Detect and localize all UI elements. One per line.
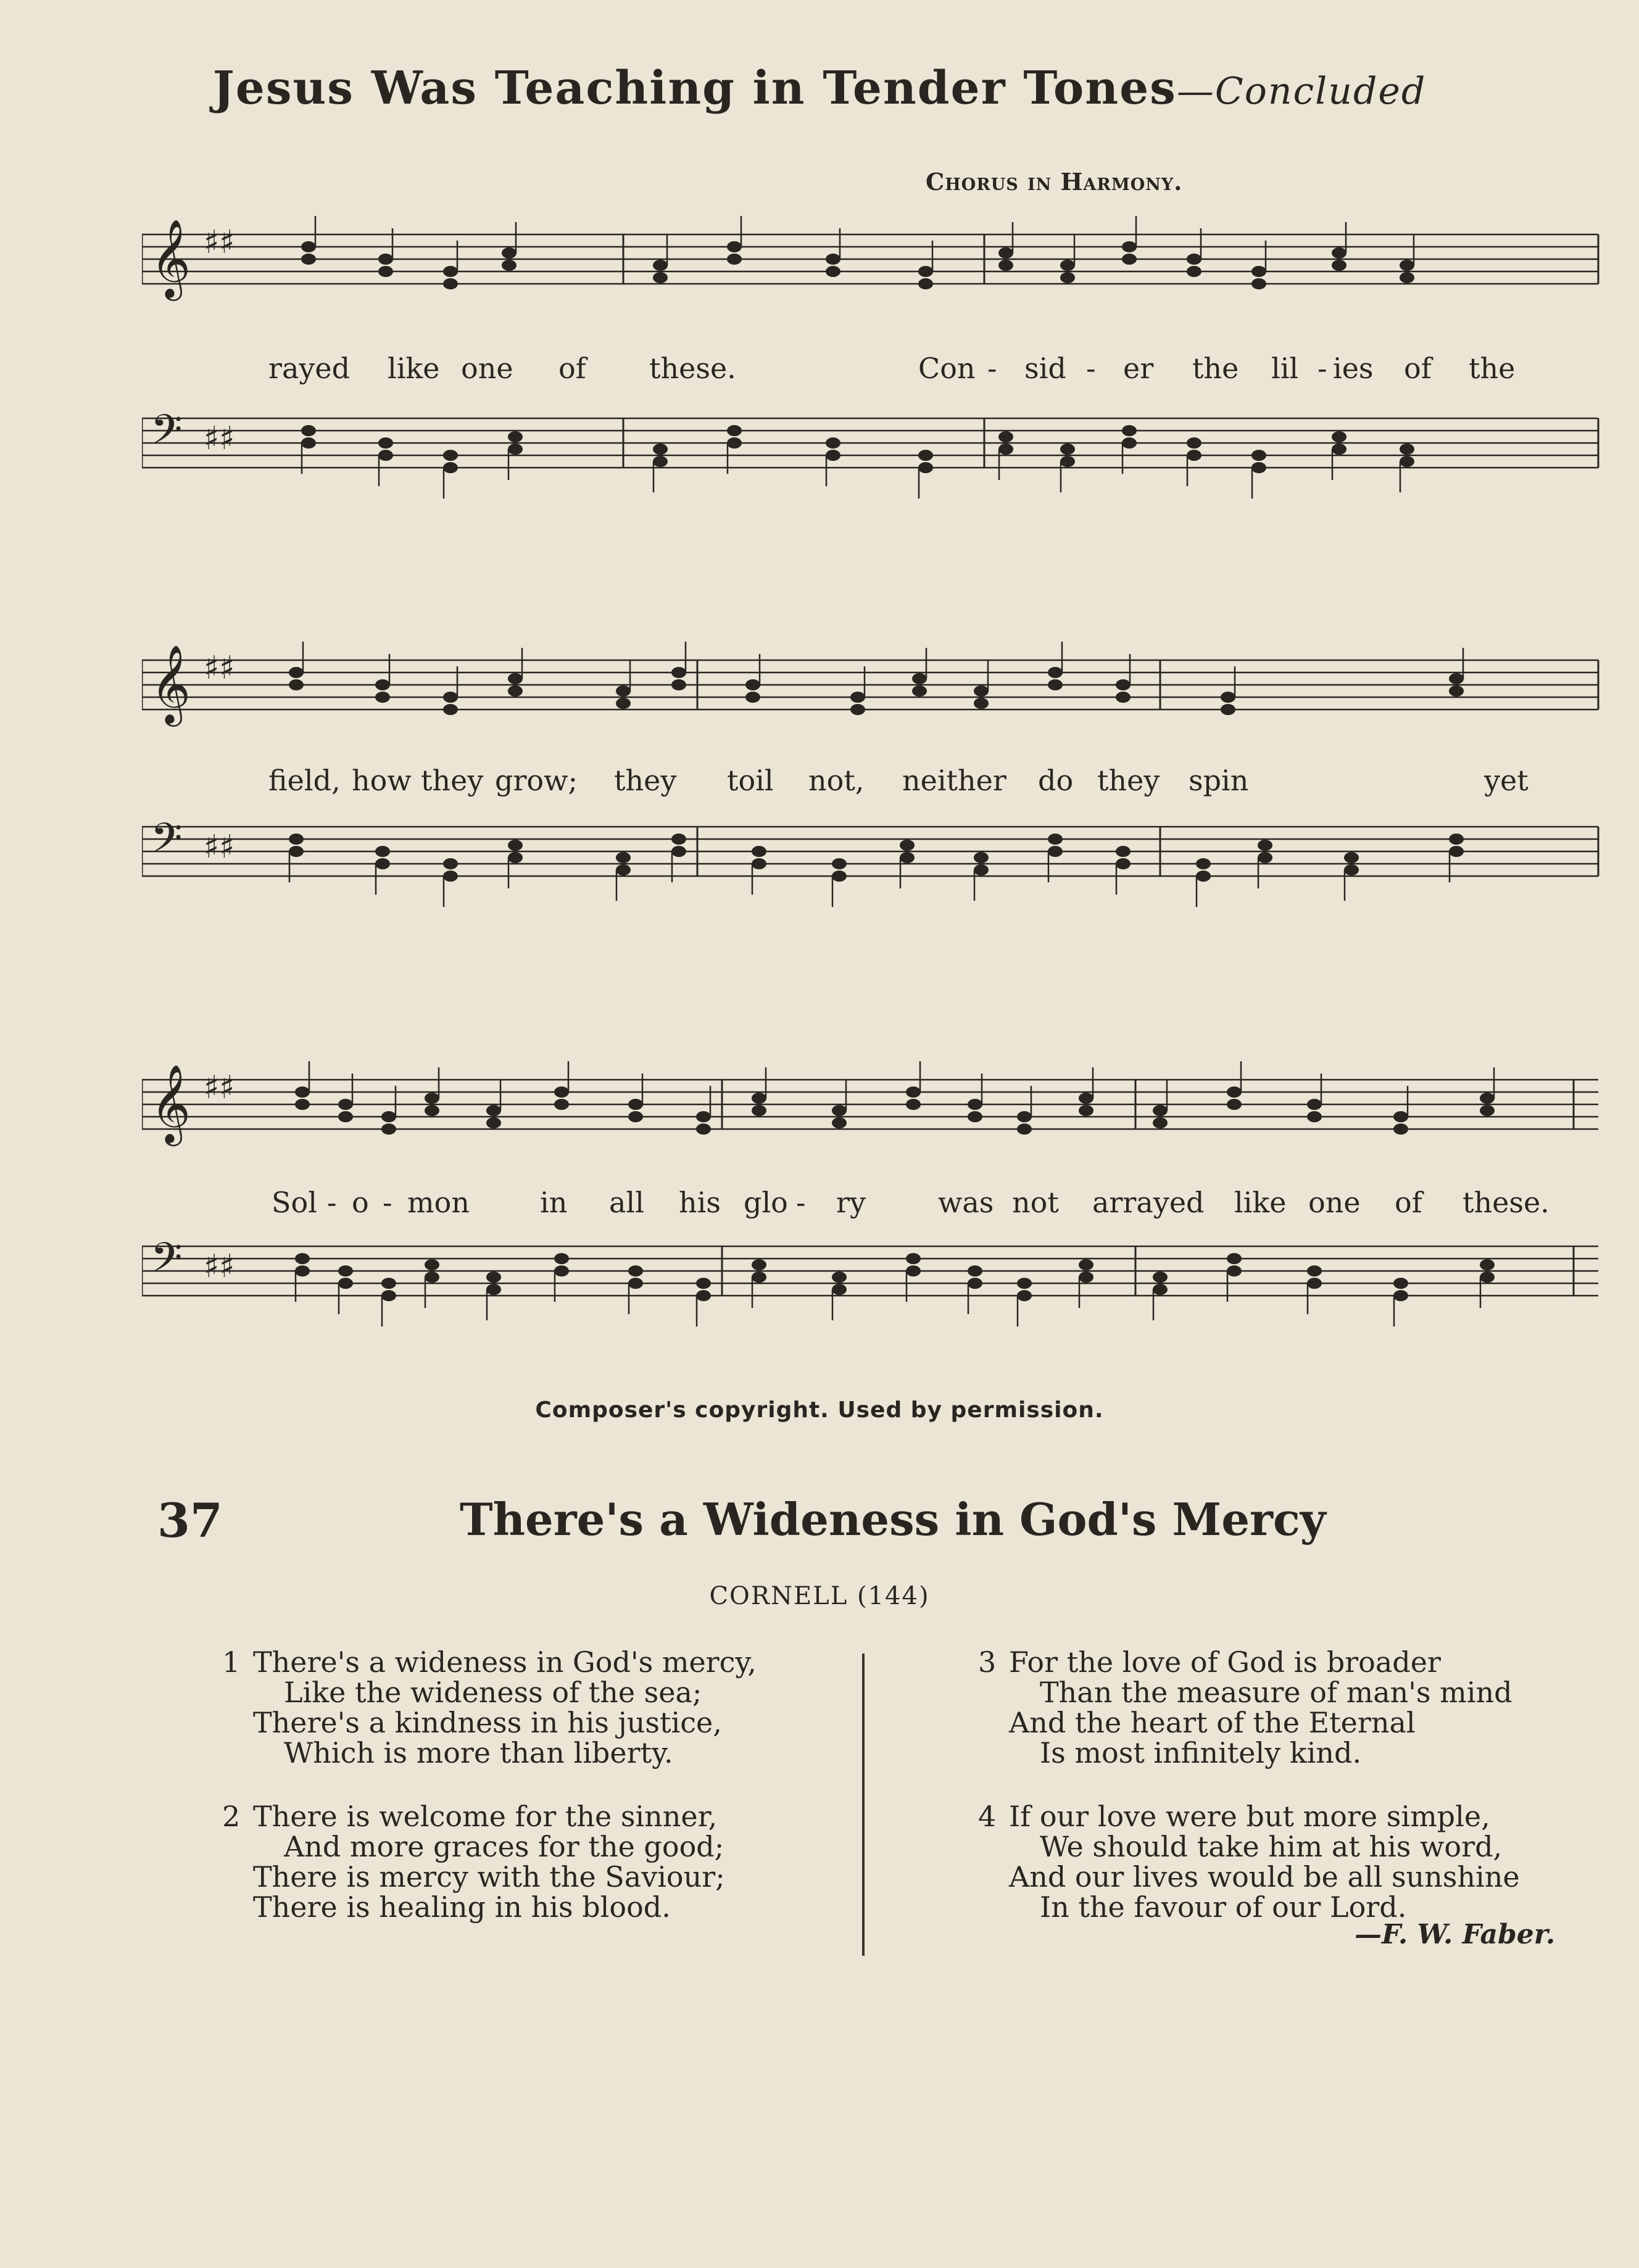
note-head xyxy=(1400,444,1414,455)
note-head xyxy=(1221,704,1235,715)
note-head xyxy=(1196,871,1211,882)
syllable: they xyxy=(421,764,484,797)
note-head xyxy=(1153,1272,1168,1283)
note-head xyxy=(912,685,927,697)
note-head xyxy=(906,1265,921,1277)
verse-3 xyxy=(978,1645,1512,1769)
note-head xyxy=(1048,846,1063,857)
note-head xyxy=(1017,1124,1032,1135)
note-head xyxy=(554,1265,569,1277)
verse-line: There is welcome for the sinner, xyxy=(253,1800,718,1833)
syllable: the xyxy=(1192,352,1239,385)
note-head xyxy=(653,456,668,467)
note-head xyxy=(616,852,631,863)
syllable: not xyxy=(1012,1186,1059,1219)
note-head xyxy=(653,260,668,271)
note-head xyxy=(1393,1290,1408,1301)
note-head xyxy=(1251,266,1266,277)
note-head xyxy=(974,864,989,875)
verse-line: There is mercy with the Saviour; xyxy=(253,1860,725,1893)
syllable: rayed xyxy=(268,352,351,385)
note-head xyxy=(425,1259,439,1270)
note-head xyxy=(653,444,668,455)
note-head xyxy=(1449,685,1464,697)
note-head xyxy=(696,1278,711,1289)
verse-number: 1 xyxy=(222,1645,241,1679)
note-head xyxy=(752,1272,766,1283)
note-head xyxy=(832,871,847,882)
note-head xyxy=(912,673,927,684)
note-head xyxy=(1187,437,1201,449)
syllable: of xyxy=(1395,1186,1422,1219)
note-head xyxy=(900,852,915,863)
note-head xyxy=(727,241,742,252)
verse-line: And the heart of the Eternal xyxy=(1009,1706,1416,1739)
syllable: sid xyxy=(1024,352,1066,385)
note-head xyxy=(826,437,840,449)
verse-line: And more graces for the good; xyxy=(284,1830,724,1863)
note-head xyxy=(696,1290,711,1301)
note-head xyxy=(918,450,933,461)
note-head xyxy=(968,1265,982,1277)
syllable: neither xyxy=(902,764,1006,797)
note-head xyxy=(378,437,393,449)
note-head xyxy=(1393,1278,1408,1289)
note-head xyxy=(1079,1259,1093,1270)
syllable: of xyxy=(1404,352,1432,385)
note-head xyxy=(628,1278,643,1289)
syllable: all xyxy=(609,1186,644,1219)
note-head xyxy=(295,1265,310,1277)
chorus-label: Chorus in Harmony. xyxy=(926,168,1183,196)
note-head xyxy=(1393,1124,1408,1135)
note-head xyxy=(1251,450,1266,461)
note-head xyxy=(1187,266,1201,277)
note-head xyxy=(375,692,390,703)
note-head xyxy=(1480,1093,1495,1104)
syllable: Con xyxy=(918,352,976,385)
note-head xyxy=(1332,444,1346,455)
verse-number: 4 xyxy=(978,1800,997,1833)
note-head xyxy=(381,1278,396,1289)
verse-line: We should take him at his word, xyxy=(1040,1830,1503,1863)
note-head xyxy=(502,247,517,259)
note-head xyxy=(616,685,631,697)
note-head xyxy=(906,1099,921,1110)
key-signature-icon: ♯♯ xyxy=(204,829,235,866)
note-head xyxy=(906,1086,921,1098)
note-head xyxy=(1449,673,1464,684)
note-head xyxy=(1449,834,1464,845)
note-head xyxy=(1122,254,1137,265)
note-head xyxy=(974,698,989,709)
note-head xyxy=(826,450,840,461)
note-head xyxy=(1258,852,1272,863)
verse-line: There is healing in his blood. xyxy=(253,1890,671,1924)
note-head xyxy=(554,1099,569,1110)
note-head xyxy=(338,1278,353,1289)
note-head xyxy=(443,704,458,715)
note-head xyxy=(295,1099,310,1110)
note-head xyxy=(301,437,316,449)
key-signature-icon: ♯♯ xyxy=(204,650,235,687)
note-head xyxy=(628,1265,643,1277)
note-head xyxy=(375,846,390,857)
note-head xyxy=(443,278,458,289)
syllable: grow; xyxy=(495,764,578,797)
note-head xyxy=(1227,1099,1242,1110)
note-head xyxy=(378,450,393,461)
note-head xyxy=(1227,1086,1242,1098)
note-head xyxy=(696,1124,711,1135)
note-head xyxy=(1048,679,1063,690)
lyrics-line-1 xyxy=(142,352,1604,389)
note-head xyxy=(443,871,458,882)
note-head xyxy=(1116,846,1131,857)
note-head xyxy=(918,266,933,277)
syllable: - xyxy=(383,1186,392,1219)
note-head xyxy=(752,1105,766,1116)
note-head xyxy=(616,864,631,875)
syllable: of xyxy=(558,352,586,385)
note-head xyxy=(338,1111,353,1122)
note-head xyxy=(1079,1093,1093,1104)
syllable: like xyxy=(1234,1186,1287,1219)
verse-line: And our lives would be all sunshine xyxy=(1009,1860,1520,1893)
hymn-title-main: Jesus Was Teaching in Tender Tones xyxy=(212,62,1177,115)
verse-line: Than the measure of man's mind xyxy=(1040,1676,1512,1709)
note-head xyxy=(1060,272,1075,283)
note-head xyxy=(338,1099,353,1110)
note-head xyxy=(425,1093,439,1104)
syllable: in xyxy=(540,1186,568,1219)
note-head xyxy=(1449,846,1464,857)
copyright-notice: Composer's copyright. Used by permission. xyxy=(535,1397,1104,1423)
bass-clef-icon: 𝄢 xyxy=(151,814,183,872)
hymn-number: 37 xyxy=(157,1493,223,1548)
syllable: how xyxy=(352,764,412,797)
verse-number: 3 xyxy=(978,1645,997,1679)
note-head xyxy=(918,278,933,289)
syllable: was xyxy=(938,1186,994,1219)
verse-4 xyxy=(978,1800,1520,1924)
syllable: Sol xyxy=(272,1186,317,1219)
syllable: they xyxy=(1097,764,1160,797)
syllable: these. xyxy=(649,352,736,385)
syllable: yet xyxy=(1484,764,1529,797)
note-head xyxy=(1116,692,1131,703)
note-head xyxy=(826,266,840,277)
key-signature-icon: ♯♯ xyxy=(204,1248,235,1285)
note-head xyxy=(616,698,631,709)
music-system-1 xyxy=(142,210,1604,531)
note-head xyxy=(826,254,840,265)
note-head xyxy=(968,1099,982,1110)
note-head xyxy=(832,1272,847,1283)
note-head xyxy=(752,1259,766,1270)
note-head xyxy=(502,260,517,271)
syllable: glo xyxy=(744,1186,788,1219)
note-head xyxy=(301,254,316,265)
key-signature-icon: ♯♯ xyxy=(204,1069,235,1106)
music-system-2 xyxy=(142,623,1604,956)
syllable: one xyxy=(461,352,513,385)
note-head xyxy=(378,254,393,265)
note-head xyxy=(1307,1278,1322,1289)
note-head xyxy=(443,450,458,461)
note-head xyxy=(1079,1272,1093,1283)
note-head xyxy=(381,1124,396,1135)
verse-line: In the favour of our Lord. xyxy=(1040,1890,1407,1924)
note-head xyxy=(1307,1111,1322,1122)
note-head xyxy=(289,679,304,690)
key-signature-icon: ♯♯ xyxy=(204,420,235,457)
note-head xyxy=(508,431,523,442)
note-head xyxy=(1017,1278,1032,1289)
note-head xyxy=(752,846,766,857)
note-head xyxy=(1480,1105,1495,1116)
note-head xyxy=(1187,254,1201,265)
syllable: - xyxy=(1086,352,1096,385)
syllable: - xyxy=(987,352,997,385)
note-head xyxy=(1227,1265,1242,1277)
note-head xyxy=(378,266,393,277)
note-head xyxy=(1227,1253,1242,1264)
syllable: spin xyxy=(1189,764,1249,797)
note-head xyxy=(508,673,523,684)
verse-line: Which is more than liberty. xyxy=(284,1736,673,1769)
note-head xyxy=(425,1105,439,1116)
syllable: one xyxy=(1308,1186,1361,1219)
syllable: his xyxy=(679,1186,721,1219)
note-head xyxy=(1251,462,1266,473)
syllable: arrayed xyxy=(1092,1186,1205,1219)
note-head xyxy=(381,1111,396,1122)
bass-clef-icon: 𝄢 xyxy=(151,1234,183,1291)
note-head xyxy=(671,846,686,857)
note-head xyxy=(508,852,523,863)
note-head xyxy=(1400,456,1414,467)
note-head xyxy=(900,840,915,851)
note-head xyxy=(671,667,686,678)
note-head xyxy=(696,1111,711,1122)
note-head xyxy=(1480,1272,1495,1283)
note-head xyxy=(671,834,686,845)
note-head xyxy=(1153,1284,1168,1295)
note-head xyxy=(425,1272,439,1283)
syllable: ry xyxy=(836,1186,866,1219)
note-head xyxy=(832,1284,847,1295)
verse-line: Like the wideness of the sea; xyxy=(284,1676,702,1709)
note-head xyxy=(850,692,865,703)
syllable: field, xyxy=(268,764,341,797)
syllable: lil xyxy=(1271,352,1299,385)
key-signature-icon: ♯♯ xyxy=(204,224,235,261)
note-head xyxy=(1221,692,1235,703)
verse-line: If our love were but more simple, xyxy=(1009,1800,1490,1833)
syllable: mon xyxy=(407,1186,470,1219)
lyrics-line-2 xyxy=(142,764,1604,801)
verse-number: 2 xyxy=(222,1800,241,1833)
page-title xyxy=(0,62,1639,115)
note-head xyxy=(671,679,686,690)
note-head xyxy=(1116,858,1131,869)
note-head xyxy=(727,437,742,449)
syllable: these. xyxy=(1463,1186,1550,1219)
verse-line: There's a wideness in God's mercy, xyxy=(253,1645,757,1679)
note-head xyxy=(1187,450,1201,461)
syllable: - xyxy=(796,1186,806,1219)
lyrics-line-3 xyxy=(142,1186,1604,1223)
note-head xyxy=(554,1253,569,1264)
note-head xyxy=(850,704,865,715)
note-head xyxy=(1400,260,1414,271)
note-head xyxy=(1307,1099,1322,1110)
note-head xyxy=(1079,1105,1093,1116)
note-head xyxy=(745,692,760,703)
note-head xyxy=(1048,667,1063,678)
note-head xyxy=(443,266,458,277)
note-head xyxy=(1332,260,1346,271)
note-head xyxy=(998,247,1013,259)
note-head xyxy=(727,425,742,436)
syllable: o xyxy=(352,1186,369,1219)
note-head xyxy=(508,444,523,455)
note-head xyxy=(745,679,760,690)
syllable: the xyxy=(1469,352,1516,385)
syllable: - xyxy=(1317,352,1327,385)
verse-line: There's a kindness in his justice, xyxy=(253,1706,722,1739)
bass-clef-icon: 𝄢 xyxy=(151,406,183,463)
author-credit: —F. W. Faber. xyxy=(1355,1919,1556,1950)
note-head xyxy=(443,692,458,703)
hymn-title: There's a Wideness in God's Mercy xyxy=(460,1493,1326,1546)
note-head xyxy=(375,858,390,869)
note-head xyxy=(1196,858,1211,869)
verse-1 xyxy=(222,1645,757,1769)
note-head xyxy=(486,1284,501,1295)
column-divider xyxy=(862,1653,865,1956)
note-head xyxy=(554,1086,569,1098)
note-head xyxy=(443,462,458,473)
note-head xyxy=(1344,864,1359,875)
note-head xyxy=(974,852,989,863)
syllable: - xyxy=(327,1186,337,1219)
note-head xyxy=(295,1253,310,1264)
note-head xyxy=(968,1278,982,1289)
note-head xyxy=(906,1253,921,1264)
note-head xyxy=(1060,260,1075,271)
note-head xyxy=(1153,1105,1168,1116)
note-head xyxy=(295,1086,310,1098)
note-head xyxy=(998,260,1013,271)
note-head xyxy=(832,1105,847,1116)
note-head xyxy=(628,1111,643,1122)
note-head xyxy=(1122,425,1137,436)
note-head xyxy=(486,1105,501,1116)
note-head xyxy=(832,858,847,869)
music-system-3 xyxy=(142,1043,1604,1376)
note-head xyxy=(1344,852,1359,863)
note-head xyxy=(628,1099,643,1110)
note-head xyxy=(1122,437,1137,449)
note-head xyxy=(974,685,989,697)
note-head xyxy=(508,840,523,851)
syllable: toil xyxy=(727,764,774,797)
verse-line: Is most infinitely kind. xyxy=(1040,1736,1362,1769)
note-head xyxy=(443,858,458,869)
note-head xyxy=(1017,1111,1032,1122)
note-head xyxy=(301,241,316,252)
note-head xyxy=(1251,278,1266,289)
note-head xyxy=(752,858,766,869)
syllable: er xyxy=(1123,352,1154,385)
note-head xyxy=(289,834,304,845)
note-head xyxy=(1122,241,1137,252)
note-head xyxy=(381,1290,396,1301)
note-head xyxy=(508,685,523,697)
note-head xyxy=(1332,247,1346,259)
note-head xyxy=(375,679,390,690)
treble-clef-icon: 𝄞 xyxy=(151,1064,191,1143)
treble-clef-icon: 𝄞 xyxy=(151,218,191,297)
note-head xyxy=(653,272,668,283)
note-head xyxy=(727,254,742,265)
syllable: do xyxy=(1038,764,1074,797)
note-head xyxy=(918,462,933,473)
note-head xyxy=(968,1111,982,1122)
note-head xyxy=(998,431,1013,442)
verse-2 xyxy=(222,1800,725,1924)
note-head xyxy=(1400,272,1414,283)
note-head xyxy=(752,1093,766,1104)
note-head xyxy=(1393,1111,1408,1122)
title-suffix: —Concluded xyxy=(1176,70,1427,113)
note-head xyxy=(832,1117,847,1128)
note-head xyxy=(486,1117,501,1128)
note-head xyxy=(1307,1265,1322,1277)
note-head xyxy=(1258,840,1272,851)
verse-line: For the love of God is broader xyxy=(1009,1645,1441,1679)
note-head xyxy=(301,425,316,436)
treble-clef-icon: 𝄞 xyxy=(151,644,191,723)
note-head xyxy=(338,1265,353,1277)
note-head xyxy=(1116,679,1131,690)
syllable: like xyxy=(388,352,440,385)
note-head xyxy=(1480,1259,1495,1270)
note-head xyxy=(1017,1290,1032,1301)
tune-name: CORNELL (144) xyxy=(709,1582,930,1610)
note-head xyxy=(1153,1117,1168,1128)
note-head xyxy=(998,444,1013,455)
syllable: they xyxy=(614,764,677,797)
note-head xyxy=(1332,431,1346,442)
note-head xyxy=(289,667,304,678)
note-head xyxy=(1048,834,1063,845)
syllable: ies xyxy=(1333,352,1374,385)
note-head xyxy=(289,846,304,857)
note-head xyxy=(486,1272,501,1283)
note-head xyxy=(1060,456,1075,467)
syllable: not, xyxy=(808,764,865,797)
note-head xyxy=(1060,444,1075,455)
